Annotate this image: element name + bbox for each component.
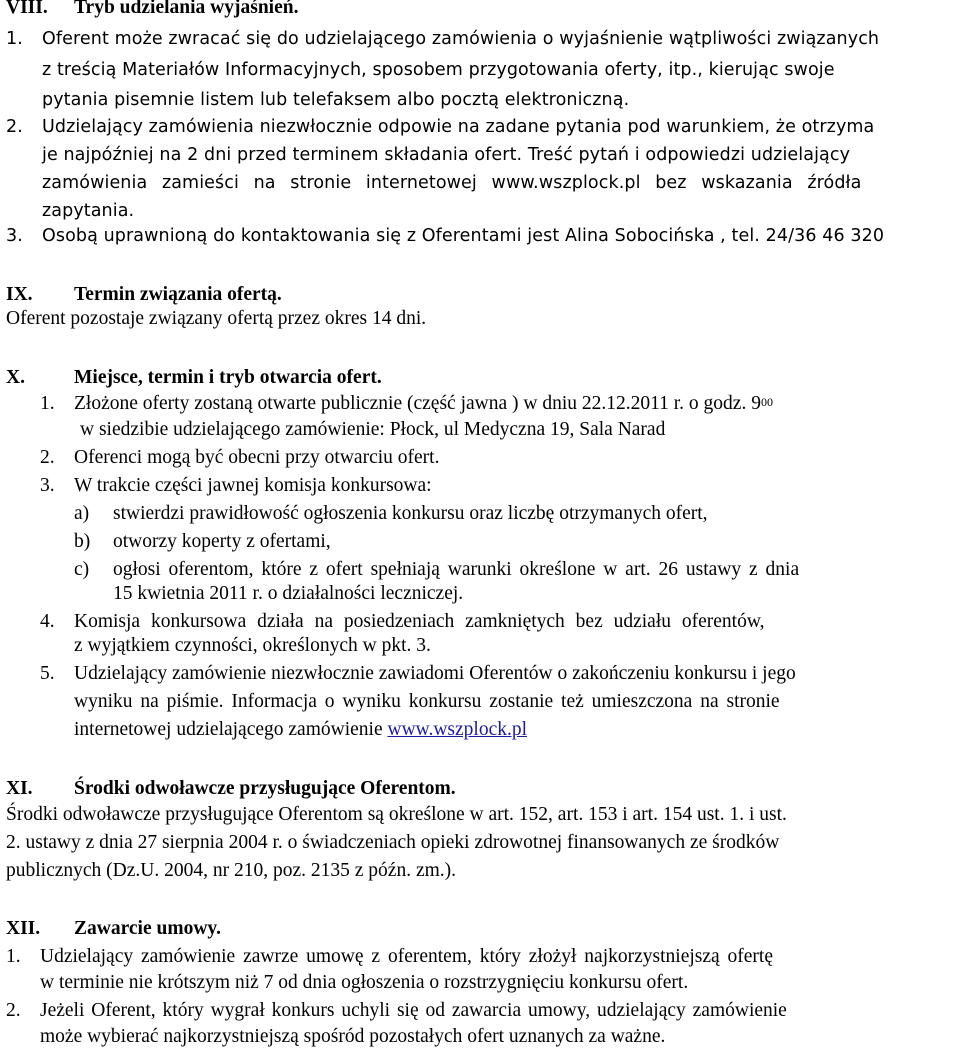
section-ix-heading (6, 283, 282, 307)
text-line: stwierdzi prawidłowość ogłoszenia konkursu oraz liczbę otrzymanych ofert, (113, 503, 708, 524)
text-line: 2. ustawy z dnia 27 sierpnia 2004 r. o świadczeniach opieki zdrowotnej finansowanych ze środków (6, 832, 780, 853)
text-line: Komisja konkursowa działa na posiedzeniach zamkniętych bez udziału oferentów, (74, 611, 765, 632)
section-number: X. (6, 367, 25, 388)
text-line: Oferenci mogą być obecni przy otwarciu ofert. (74, 447, 440, 468)
section-title: Miejsce, termin i tryb otwarcia ofert. (74, 367, 382, 388)
section-title: Zawarcie umowy. (74, 918, 221, 939)
list-number: 3. (40, 475, 55, 496)
list-number: 1. (6, 29, 23, 49)
superscript: 00 (760, 395, 773, 409)
text-line: Oferent pozostaje związany ofertą przez okres 14 dni. (6, 308, 427, 329)
text-line: pytania pisemnie listem lub telefaksem albo pocztą elektroniczną. (42, 90, 630, 110)
text-line: je najpóźniej na 2 dni przed terminem składania ofert. Treść pytań i odpowiedzi udzielający (42, 145, 851, 165)
text-line: może wybierać najkorzystniejszą spośród pozostałych ofert uznanych za ważne. (40, 1026, 666, 1047)
text-span: Oferent może zwracać się do udzielającego zamówienia o wyjaśnienie wątpliwości związanych (42, 29, 880, 49)
list-number: 5. (40, 663, 55, 684)
text-line: zapytania. (42, 201, 135, 221)
list-number: 1. (40, 393, 55, 414)
text-line: 15 kwietnia 2011 r. o działalności leczniczej. (113, 583, 464, 604)
text-line: z wyjątkiem czynności, określonych w pkt. 3. (74, 635, 431, 656)
text-line: W trakcie części jawnej komisja konkursowa: (74, 475, 432, 496)
section-x-heading (6, 366, 382, 390)
list-number: 2. (6, 117, 23, 137)
text-line: Udzielający zamówienia niezwłocznie odpowie na zadane pytania pod warunkiem, że otrzyma (42, 117, 875, 137)
section-xi-heading (6, 777, 456, 801)
text-line (74, 392, 773, 417)
list-number: 1. (6, 946, 21, 967)
section-viii-heading (6, 0, 299, 20)
text-line: Udzielający zamówienie niezwłocznie zawiadomi Oferentów o zakończeniu konkursu i jego (74, 663, 796, 684)
section-number: XI. (6, 778, 33, 799)
text-line: w siedzibie udzielającego zamówienie: Płock, ul Medyczna 19, Sala Narad (80, 419, 666, 440)
text-line: wyniku na piśmie. Informacja o wyniku konkursu zostanie też umieszczona na stronie (74, 691, 780, 712)
text-span: internetowej udzielającego zamówienie (74, 719, 383, 740)
text-line: ogłosi oferentom, które z ofert spełniają warunki określone w art. 26 ustawy z dnia (113, 559, 800, 580)
section-title: Termin związania ofertą. (74, 284, 282, 305)
text-line: Jeżeli Oferent, który wygrał konkurs uchyli się od zawarcia umowy, udzielający zamówienie (40, 1000, 787, 1021)
text-span: Złożone oferty zostaną otwarte publicznie (część jawna ) w dniu 22.12.2011 r. o godz. 9 (74, 393, 761, 414)
text-line: z treścią Materiałów Informacyjnych, sposobem przygotowania oferty, itp., kierując swoje (42, 60, 835, 80)
section-title: Tryb udzielania wyjaśnień. (74, 0, 299, 18)
section-number: XII. (6, 918, 41, 939)
section-number: VIII. (6, 0, 48, 18)
section-number: IX. (6, 284, 33, 305)
text-line: publicznych (Dz.U. 2004, nr 210, poz. 2135 z późn. zm.). (6, 860, 457, 881)
text-line: zamówienia zamieści na stronie internetowej www.wszplock.pl bez wskazania źródła (42, 173, 862, 193)
text-line (74, 718, 527, 742)
list-number: 2. (40, 447, 55, 468)
section-xii-heading (6, 917, 221, 941)
text-line: otworzy koperty z ofertami, (113, 531, 331, 552)
text-line: Osobą uprawnioną do kontaktowania się z Oferentami jest Alina Sobocińska , tel. 24/36 46 320 (42, 226, 885, 246)
list-number: 4. (40, 611, 55, 632)
text-line (42, 27, 954, 51)
list-number: 2. (6, 1000, 21, 1021)
sub-list-letter: c) (74, 559, 90, 580)
website-link[interactable]: www.wszplock.pl (387, 719, 528, 740)
text-line: w terminie nie krótszym niż 7 od dnia ogłoszenia o rozstrzygnięciu konkursu ofert. (40, 972, 689, 993)
section-title: Środki odwoławcze przysługujące Oferentom. (74, 778, 456, 799)
text-line: Udzielający zamówienie zawrze umowę z oferentem, który złożył najkorzystniejszą ofertę (40, 946, 773, 967)
sub-list-letter: b) (74, 531, 91, 552)
sub-list-letter: a) (74, 503, 90, 524)
text-line: Środki odwoławcze przysługujące Oferentom są określone w art. 152, art. 153 i art. 154 ust. 1. i ust. (6, 804, 787, 825)
list-number: 3. (6, 226, 23, 246)
